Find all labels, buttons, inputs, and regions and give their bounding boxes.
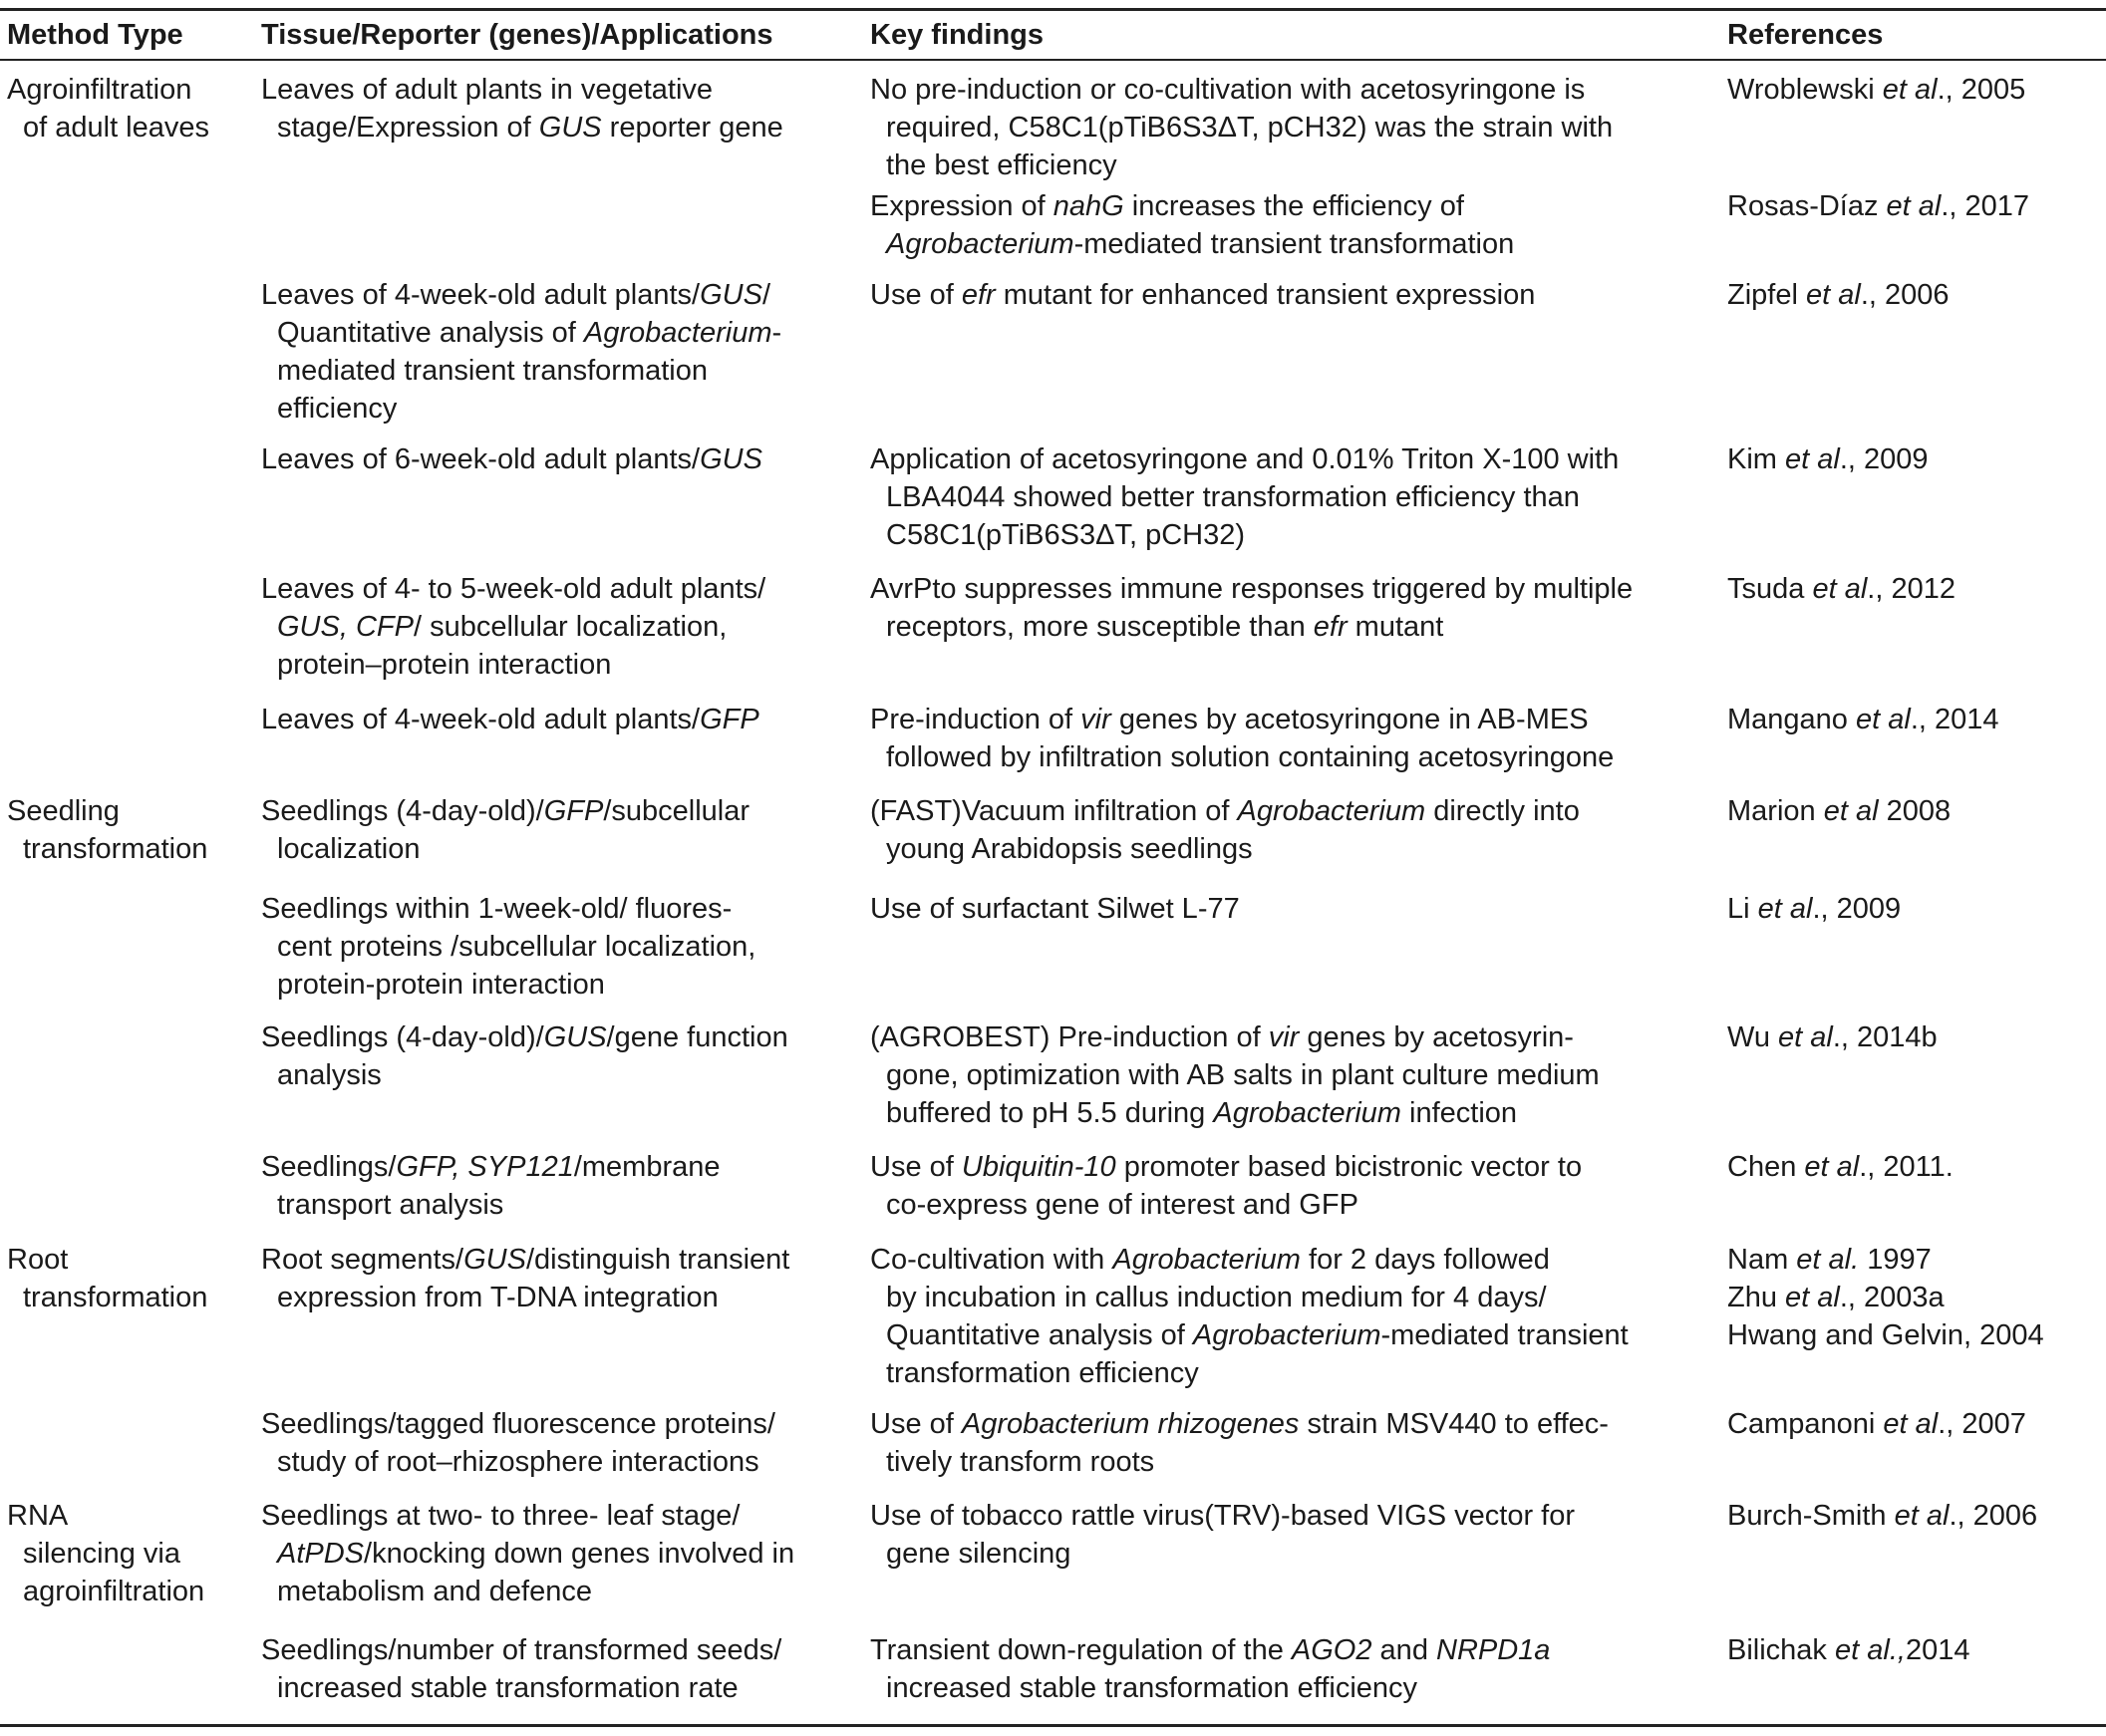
cell-line — [870, 570, 1633, 608]
text: No pre-induction or co-cultivation with acetosyringone is — [870, 74, 1586, 106]
cell-line — [7, 71, 209, 109]
text: protein-protein interaction — [277, 969, 605, 1001]
table-cell-tissue-reporter — [261, 890, 755, 1004]
text: Leaves of 6-week-old adult plants/ — [261, 443, 701, 475]
text: Burch-Smith — [1727, 1500, 1895, 1532]
cell-line — [870, 478, 1619, 516]
cell-line — [1727, 701, 1999, 738]
table-cell-key-findings — [870, 890, 1240, 928]
text: young Arabidopsis seedlings — [886, 833, 1253, 865]
table-cell-key-findings — [870, 276, 1535, 314]
italic-text: GUS — [538, 112, 602, 144]
text: genes by acetosyrin- — [1299, 1021, 1574, 1053]
cell-line — [261, 352, 781, 390]
text: Expression of — [870, 190, 1053, 222]
text: co-express gene of interest and GFP — [886, 1189, 1358, 1221]
text: Kim — [1727, 443, 1785, 475]
cell-line — [1727, 1279, 2044, 1316]
text: Seedlings within 1-week-old/ fluores- — [261, 893, 733, 925]
text: expression from T-DNA integration — [277, 1282, 719, 1313]
cell-line — [7, 1573, 204, 1610]
italic-text: GUS — [543, 1021, 607, 1053]
text: the best efficiency — [886, 149, 1117, 181]
text: Seedlings/tagged fluorescence proteins/ — [261, 1408, 775, 1440]
cell-line — [261, 276, 781, 314]
text: /knocking down genes involved in — [364, 1538, 795, 1570]
cell-line — [870, 701, 1614, 738]
cell-line — [261, 890, 755, 928]
italic-text: GUS — [700, 443, 762, 475]
table-cell-key-findings — [870, 71, 1613, 184]
text: metabolism and defence — [277, 1576, 592, 1607]
table-cell-reference — [1727, 1018, 1938, 1056]
cell-line — [1727, 1018, 1938, 1056]
text: Leaves of 4- to 5-week-old adult plants/ — [261, 573, 766, 605]
text: gene silencing — [886, 1538, 1071, 1570]
italic-text: et al — [1785, 1282, 1840, 1313]
cell-line — [870, 792, 1580, 830]
table-cell-reference — [1727, 792, 1951, 830]
text: by incubation in callus induction medium for 4 days/ — [886, 1282, 1547, 1313]
italic-text: Agrobacterium — [1237, 795, 1426, 827]
text: Nam — [1727, 1244, 1797, 1276]
cell-line — [261, 1497, 794, 1535]
cell-line — [261, 1573, 794, 1610]
cell-line — [870, 440, 1619, 478]
text: Chen — [1727, 1151, 1805, 1183]
text: ., 2011. — [1859, 1151, 1954, 1183]
table-cell-tissue-reporter — [261, 1497, 794, 1610]
cell-line — [7, 1241, 207, 1279]
text: ., 2005 — [1937, 74, 2026, 106]
text: increased stable transformation efficiency — [886, 1672, 1418, 1704]
italic-text: et al — [1856, 704, 1911, 735]
text: Use of — [870, 1408, 962, 1440]
table-cell-key-findings — [870, 1018, 1600, 1132]
text: receptors, more susceptible than — [886, 611, 1314, 643]
text: Seedlings (4-day-old)/ — [261, 1021, 544, 1053]
cell-line — [870, 187, 1514, 225]
text: for 2 days followed — [1300, 1244, 1550, 1276]
italic-text: Agrobacterium rhizogenes — [961, 1408, 1300, 1440]
text: silencing via — [23, 1538, 180, 1570]
text: transformation efficiency — [886, 1357, 1199, 1389]
text: ., 2003a — [1839, 1282, 1945, 1313]
cell-line — [870, 109, 1613, 146]
table-cell-reference — [1727, 1631, 1969, 1669]
cell-line — [870, 1405, 1609, 1443]
table-cell-tissue-reporter — [261, 1241, 789, 1316]
cell-line — [1727, 570, 1956, 608]
text: /gene function — [606, 1021, 788, 1053]
text: of adult leaves — [23, 112, 210, 144]
cell-line — [261, 390, 781, 428]
column-header-key-findings: Key findings — [870, 19, 1045, 51]
text: Use of surfactant Silwet L-77 — [870, 893, 1240, 925]
cell-line — [261, 1186, 721, 1224]
text: ., 2012 — [1867, 573, 1956, 605]
text: protein–protein interaction — [277, 649, 612, 681]
text: Zhu — [1727, 1282, 1786, 1313]
table-cell-reference — [1727, 1497, 2037, 1535]
text: Seedlings (4-day-old)/ — [261, 795, 544, 827]
table-cell-key-findings — [870, 1405, 1609, 1481]
cell-line — [1727, 1631, 1969, 1669]
text: genes by acetosyringone in AB-MES — [1110, 704, 1589, 735]
text: efficiency — [277, 393, 398, 425]
cell-line — [870, 1018, 1600, 1056]
text: required, C58C1(pTiB6S3ΔT, pCH32) was the strain with — [886, 112, 1614, 144]
italic-text: Ubiquitin-10 — [961, 1151, 1116, 1183]
cell-line — [870, 1241, 1629, 1279]
cell-line — [261, 570, 765, 608]
text: transformation — [23, 833, 208, 865]
table-cell-tissue-reporter — [261, 276, 781, 428]
cell-line — [261, 1443, 775, 1481]
cell-line — [7, 1535, 204, 1573]
cell-line — [870, 276, 1535, 314]
table-cell-reference — [1727, 187, 2029, 225]
italic-text: Agrobacterium — [886, 228, 1074, 260]
text: strain MSV440 to effec- — [1299, 1408, 1609, 1440]
cell-line — [261, 792, 750, 830]
text: Leaves of adult plants in vegetative — [261, 74, 714, 106]
text: Root — [7, 1244, 69, 1276]
italic-text: Agrobacterium — [1192, 1319, 1381, 1351]
text: (FAST)Vacuum infiltration of — [870, 795, 1238, 827]
text: ., 2006 — [1860, 279, 1950, 311]
text: analysis — [277, 1059, 382, 1091]
cell-line — [1727, 1405, 2026, 1443]
italic-text: et al — [1778, 1021, 1833, 1053]
italic-text: et al — [1805, 279, 1861, 311]
text: gone, optimization with AB salts in plant culture medium — [886, 1059, 1600, 1091]
table-cell-reference — [1727, 701, 1999, 738]
cell-line — [870, 738, 1614, 776]
table-cell-tissue-reporter — [261, 71, 783, 146]
bottom-rule — [0, 1724, 2106, 1727]
text: Use of — [870, 279, 962, 311]
header-rule — [0, 59, 2106, 61]
table-cell-reference — [1727, 1405, 2026, 1443]
table-cell-reference — [1727, 276, 1950, 314]
text: Root segments/ — [261, 1244, 464, 1276]
text: transformation — [23, 1282, 208, 1313]
cell-line — [261, 1148, 721, 1186]
cell-line — [870, 225, 1514, 263]
italic-text: AGO2 — [1291, 1634, 1372, 1666]
cell-line — [870, 1148, 1582, 1186]
cell-line — [261, 646, 765, 684]
cell-line — [870, 608, 1633, 646]
column-header-references: References — [1727, 19, 1884, 51]
table-cell-key-findings — [870, 792, 1580, 868]
text: -mediated transient — [1380, 1319, 1629, 1351]
text: study of root–rhizosphere interactions — [277, 1446, 759, 1478]
text: Rosas-Díaz — [1727, 190, 1887, 222]
table-cell-tissue-reporter — [261, 1631, 781, 1707]
text: Seedlings at two- to three- leaf stage/ — [261, 1500, 741, 1532]
italic-text: vir — [1080, 704, 1111, 735]
cell-line — [261, 314, 781, 352]
table-cell-key-findings — [870, 1241, 1629, 1392]
text: / — [761, 279, 771, 311]
italic-text: et al — [1823, 795, 1879, 827]
italic-text: efr — [1313, 611, 1348, 643]
italic-text: Agrobacterium — [583, 317, 772, 349]
cell-line — [1727, 1148, 1954, 1186]
italic-text: Agrobacterium — [1213, 1097, 1401, 1129]
cell-line — [870, 1186, 1582, 1224]
italic-text: nahG — [1053, 190, 1124, 222]
cell-line — [870, 1094, 1600, 1132]
text: Agroinfiltration — [7, 74, 192, 106]
table-cell-method-type — [7, 792, 207, 868]
text: Seedling — [7, 795, 120, 827]
text: Hwang and Gelvin, 2004 — [1727, 1319, 2044, 1351]
text: ., 2017 — [1941, 190, 2030, 222]
italic-text: GFP — [543, 795, 604, 827]
cell-line — [1727, 1241, 2044, 1279]
italic-text: et al — [1812, 573, 1868, 605]
cell-line — [870, 1056, 1600, 1094]
cell-line — [870, 71, 1613, 109]
text: Use of tobacco rattle virus(TRV)-based VIGS vector for — [870, 1500, 1576, 1532]
text: Application of acetosyringone and 0.01% Triton X-100 with — [870, 443, 1620, 475]
table-cell-tissue-reporter — [261, 1148, 721, 1224]
cell-line — [261, 71, 783, 109]
table-cell-reference — [1727, 440, 1929, 478]
text: Use of — [870, 1151, 962, 1183]
text: 1997 — [1859, 1244, 1932, 1276]
table-cell-tissue-reporter — [261, 570, 765, 684]
cell-line — [870, 1279, 1629, 1316]
cell-line — [870, 1443, 1609, 1481]
table-cell-key-findings — [870, 570, 1633, 646]
italic-text: et al — [1804, 1151, 1860, 1183]
table-cell-tissue-reporter — [261, 1405, 775, 1481]
text: mediated transient transformation — [277, 355, 708, 387]
cell-line — [1727, 276, 1950, 314]
text: buffered to pH 5.5 during — [886, 1097, 1214, 1129]
text: infection — [1400, 1097, 1518, 1129]
text: Li — [1727, 893, 1758, 925]
italic-text: et al — [1894, 1500, 1950, 1532]
table-cell-key-findings — [870, 1497, 1575, 1573]
table-cell-method-type — [7, 1241, 207, 1316]
italic-text: GUS, CFP — [277, 611, 414, 643]
text: transport analysis — [277, 1189, 504, 1221]
cell-line — [261, 966, 755, 1004]
cell-line — [261, 608, 765, 646]
text: ., 2007 — [1938, 1408, 2026, 1440]
top-rule — [0, 8, 2106, 11]
text: Quantitative analysis of — [277, 317, 584, 349]
cell-line — [261, 830, 750, 868]
cell-line — [261, 1279, 789, 1316]
text: mutant — [1347, 611, 1444, 643]
cell-line — [261, 109, 783, 146]
column-header-tissue-reporter: Tissue/Reporter (genes)/Applications — [261, 19, 773, 51]
text: ., 2006 — [1949, 1500, 2038, 1532]
cell-line — [261, 440, 762, 478]
text: RNA — [7, 1500, 69, 1532]
cell-line — [870, 1631, 1550, 1669]
text: increases the efficiency of — [1123, 190, 1464, 222]
text: agroinfiltration — [23, 1576, 205, 1607]
cell-line — [261, 1405, 775, 1443]
cell-line — [261, 1056, 788, 1094]
table-cell-tissue-reporter — [261, 440, 762, 478]
italic-text: et al — [1883, 1408, 1939, 1440]
italic-text: et al. — [1796, 1244, 1860, 1276]
text: tively transform roots — [886, 1446, 1155, 1478]
table-cell-method-type — [7, 1497, 204, 1610]
text: /distinguish transient — [525, 1244, 790, 1276]
cell-line — [1727, 792, 1951, 830]
table-cell-key-findings — [870, 701, 1614, 776]
cell-line — [870, 146, 1613, 184]
italic-text: GUS — [700, 279, 762, 311]
text: Bilichak — [1727, 1634, 1835, 1666]
cell-line — [7, 109, 209, 146]
table-cell-reference — [1727, 71, 2025, 109]
text: LBA4044 showed better transformation efficiency than — [886, 481, 1580, 513]
cell-line — [261, 1241, 789, 1279]
text: Leaves of 4-week-old adult plants/ — [261, 704, 701, 735]
text: stage/Expression of — [277, 112, 539, 144]
table-cell-tissue-reporter — [261, 1018, 788, 1094]
text: followed by infiltration solution containing acetosyringone — [886, 741, 1615, 773]
cell-line — [261, 701, 759, 738]
text: ., 2014 — [1910, 704, 1999, 735]
text: AvrPto suppresses immune responses triggered by multiple — [870, 573, 1634, 605]
italic-text: et al., — [1835, 1634, 1906, 1666]
italic-text: GFP, SYP121 — [396, 1151, 574, 1183]
text: promoter based bicistronic vector to — [1115, 1151, 1583, 1183]
cell-line — [7, 1279, 207, 1316]
text: /membrane — [573, 1151, 721, 1183]
cell-line — [870, 1354, 1629, 1392]
text: Co-cultivation with — [870, 1244, 1113, 1276]
italic-text: et al — [1886, 190, 1942, 222]
text: Wroblewski — [1727, 74, 1883, 106]
text: localization — [277, 833, 421, 865]
text: Quantitative analysis of — [886, 1319, 1193, 1351]
cell-line — [7, 1497, 204, 1535]
italic-text: efr — [961, 279, 996, 311]
text: directly into — [1425, 795, 1580, 827]
table-cell-reference — [1727, 1148, 1954, 1186]
cell-line — [870, 1669, 1550, 1707]
cell-line — [1727, 1497, 2037, 1535]
text: Campanoni — [1727, 1408, 1884, 1440]
italic-text: et al — [1882, 74, 1938, 106]
italic-text: NRPD1a — [1436, 1634, 1551, 1666]
italic-text: et al — [1757, 893, 1813, 925]
italic-text: vir — [1268, 1021, 1300, 1053]
cell-line — [870, 1535, 1575, 1573]
table-cell-reference — [1727, 570, 1956, 608]
text: ., 2009 — [1812, 893, 1902, 925]
italic-text: GFP — [700, 704, 759, 735]
cell-line — [261, 1669, 781, 1707]
text: ., 2009 — [1839, 443, 1929, 475]
cell-line — [870, 1497, 1575, 1535]
text: Leaves of 4-week-old adult plants/ — [261, 279, 701, 311]
cell-line — [7, 830, 207, 868]
text: cent proteins /subcellular localization, — [277, 931, 756, 963]
text: 2008 — [1878, 795, 1952, 827]
cell-line — [870, 1316, 1629, 1354]
cell-line — [261, 1535, 794, 1573]
cell-line — [261, 928, 755, 966]
cell-line — [1727, 440, 1929, 478]
text: increased stable transformation rate — [277, 1672, 739, 1704]
table-cell-reference — [1727, 890, 1901, 928]
italic-text: Agrobacterium — [1112, 1244, 1301, 1276]
table-cell-key-findings — [870, 440, 1619, 554]
cell-line — [870, 516, 1619, 554]
text: (AGROBEST) Pre-induction of — [870, 1021, 1269, 1053]
text: /subcellular — [603, 795, 751, 827]
text: C58C1(pTiB6S3ΔT, pCH32) — [886, 519, 1245, 551]
text: / subcellular localization, — [413, 611, 728, 643]
text: ., 2014b — [1832, 1021, 1938, 1053]
cell-line — [1727, 890, 1901, 928]
text: Marion — [1727, 795, 1824, 827]
text: Seedlings/ — [261, 1151, 397, 1183]
table-cell-tissue-reporter — [261, 701, 759, 738]
table-cell-key-findings — [870, 1148, 1582, 1224]
cell-line — [261, 1631, 781, 1669]
cell-line — [7, 792, 207, 830]
text: mutant for enhanced transient expression — [995, 279, 1536, 311]
text: Mangano — [1727, 704, 1856, 735]
text: Tsuda — [1727, 573, 1813, 605]
table-cell-tissue-reporter — [261, 792, 750, 868]
cell-line — [261, 1018, 788, 1056]
text: and — [1371, 1634, 1436, 1666]
cell-line — [1727, 71, 2025, 109]
column-header-method-type: Method Type — [7, 19, 183, 51]
cell-line — [1727, 1316, 2044, 1354]
cell-line — [870, 890, 1240, 928]
text: Pre-induction of — [870, 704, 1081, 735]
italic-text: GUS — [463, 1244, 526, 1276]
table-cell-key-findings — [870, 1631, 1550, 1707]
text: Zipfel — [1727, 279, 1806, 311]
text: 2014 — [1905, 1634, 1970, 1666]
text: Transient down-regulation of the — [870, 1634, 1292, 1666]
text: Wu — [1727, 1021, 1779, 1053]
text: -mediated transient transformation — [1073, 228, 1515, 260]
text: reporter gene — [601, 112, 783, 144]
table-cell-reference — [1727, 1241, 2044, 1354]
table-cell-key-findings — [870, 187, 1514, 263]
cell-line — [870, 830, 1580, 868]
italic-text: et al — [1785, 443, 1840, 475]
italic-text: AtPDS — [277, 1538, 365, 1570]
text: - — [771, 317, 782, 349]
cell-line — [1727, 187, 2029, 225]
text: Seedlings/number of transformed seeds/ — [261, 1634, 782, 1666]
table-cell-method-type — [7, 71, 209, 146]
